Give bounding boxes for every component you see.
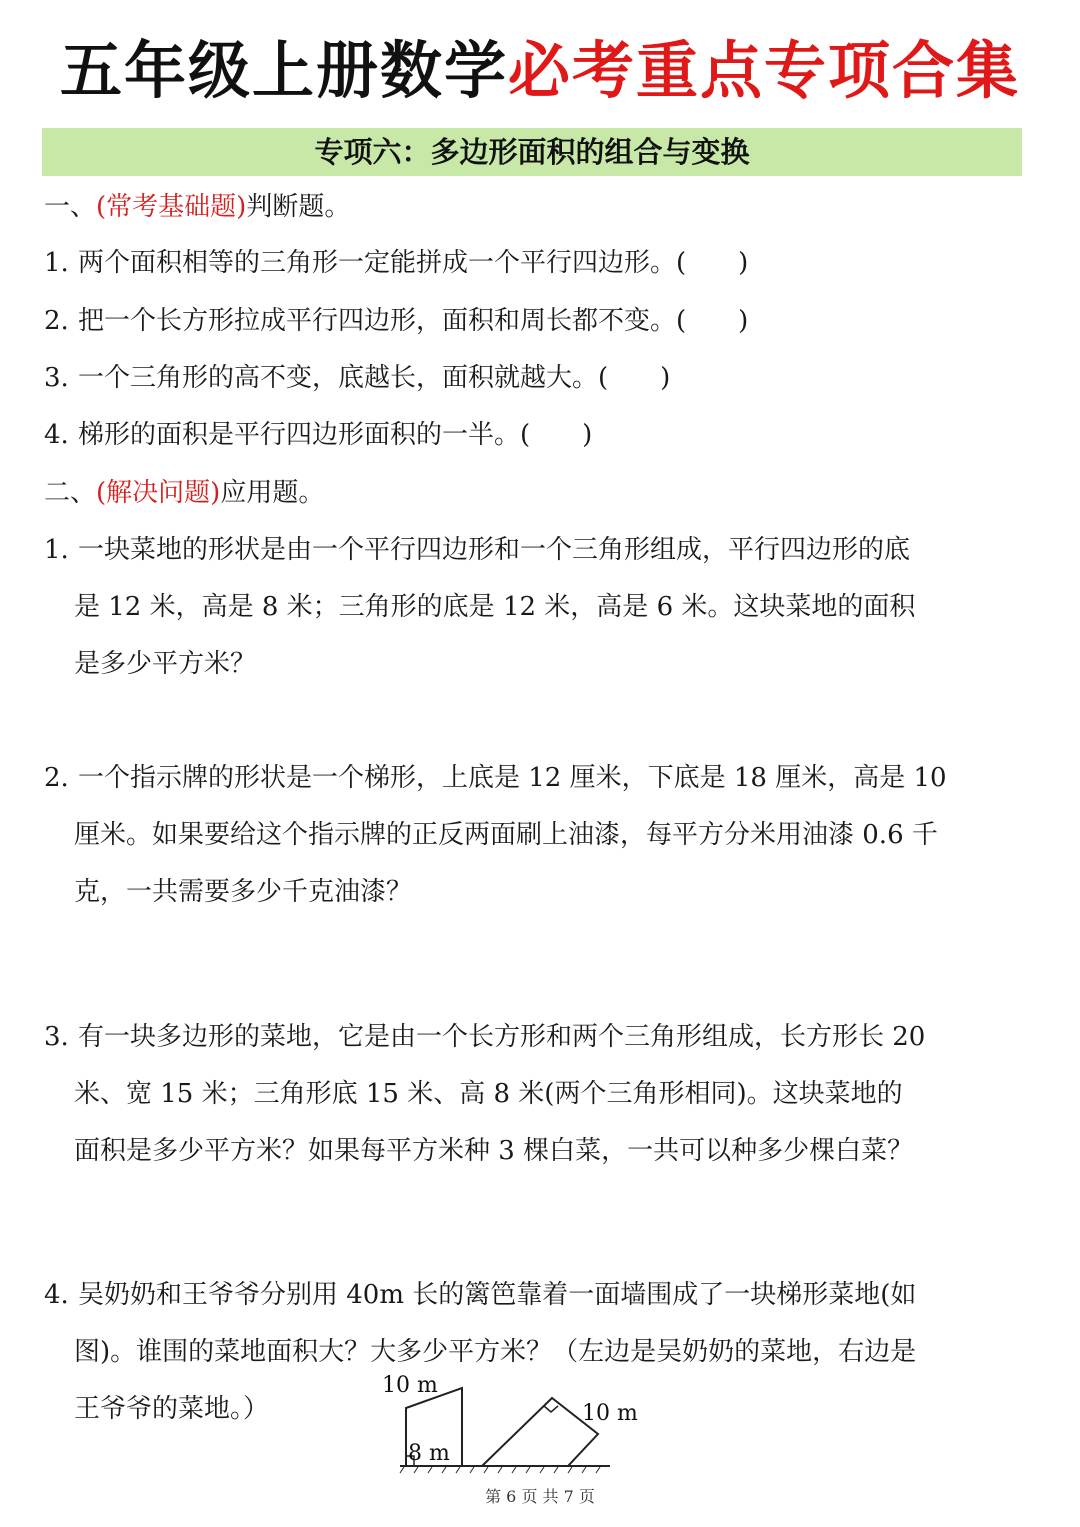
title-black-part: 五年级上册数学 [59, 34, 508, 107]
item-number: 2. [44, 763, 69, 793]
problem-text-line: 一个指示牌的形状是一个梯形，上底是 12 厘米，下底是 18 厘米，高是 10 [78, 763, 947, 793]
label-left-side: 8 m [408, 1441, 450, 1466]
item-text: 把一个长方形拉成平行四边形，面积和周长都不变。( ) [78, 306, 749, 336]
problem-item [44, 763, 947, 794]
problem-text-line: 吴奶奶和王爷爷分别用 40m 长的篱笆靠着一面墙围成了一块梯形菜地(如 [78, 1280, 917, 1310]
section-tag: (解决问题) [96, 478, 221, 508]
judgment-item [44, 248, 748, 279]
item-number: 4. [44, 420, 69, 450]
item-text: 一个三角形的高不变，底越长，面积就越大。( ) [78, 363, 671, 393]
problem-text-line: 是 12 米，高是 8 米；三角形的底是 12 米，高是 6 米。这块菜地的面积 [74, 592, 916, 622]
title-red-part: 必考重点专项合集 [508, 34, 1021, 107]
label-right: 10 m [582, 1401, 638, 1426]
section-tag: (常考基础题) [96, 192, 247, 222]
judgment-item [44, 363, 670, 394]
judgment-item [44, 420, 592, 451]
section-suffix: 应用题。 [220, 478, 325, 508]
item-text: 两个面积相等的三角形一定能拼成一个平行四边形。( ) [78, 248, 749, 278]
problem-text-line: 厘米。如果要给这个指示牌的正反两面刷上油漆，每平方分米用油漆 0.6 千 [74, 820, 938, 850]
page-title [0, 34, 1080, 107]
wall-ground [400, 1466, 610, 1473]
item-text: 梯形的面积是平行四边形面积的一半。( ) [78, 420, 593, 450]
problem-text-line: 图)。谁围的菜地面积大？大多少平方米？（左边是吴奶奶的菜地，右边是 [74, 1337, 917, 1367]
judgment-item [44, 306, 748, 337]
item-number: 1. [44, 535, 69, 565]
section-prefix: 二、 [44, 478, 97, 508]
item-number: 3. [44, 363, 69, 393]
right-right-angle-mark [544, 1406, 558, 1412]
problem-item [44, 1280, 916, 1311]
problem-text-line: 王爷爷的菜地。） [74, 1394, 270, 1424]
label-left-top: 10 m [382, 1373, 438, 1398]
section-prefix: 一、 [44, 192, 97, 222]
trapezoid-garden-figure [370, 1370, 638, 1480]
right-trapezoid [482, 1398, 598, 1466]
problem-text-line: 是多少平方米？ [74, 649, 257, 679]
problem-text-line: 克，一共需要多少千克油漆？ [74, 877, 413, 907]
problem-item [44, 1022, 925, 1053]
problem-text-line: 米、宽 15 米；三角形底 15 米、高 8 米(两个三角形相同)。这块菜地的 [74, 1079, 903, 1109]
item-number: 2. [44, 306, 69, 336]
item-number: 3. [44, 1022, 69, 1052]
section-subtitle: 专项六：多边形面积的组合与变换 [42, 128, 1022, 176]
problem-text-line: 一块菜地的形状是由一个平行四边形和一个三角形组成，平行四边形的底 [78, 535, 911, 565]
page-footer: 第 6 页 共 7 页 [485, 1487, 595, 1506]
problem-item [44, 535, 910, 566]
section-one-heading [44, 192, 350, 223]
item-number: 4. [44, 1280, 69, 1310]
problem-text-line: 面积是多少平方米？如果每平方米种 3 棵白菜，一共可以种多少棵白菜？ [74, 1136, 914, 1166]
section-two-heading [44, 478, 324, 509]
problem-text-line: 有一块多边形的菜地，它是由一个长方形和两个三角形组成，长方形长 20 [78, 1022, 926, 1052]
section-suffix: 判断题。 [246, 192, 351, 222]
item-number: 1. [44, 248, 69, 278]
